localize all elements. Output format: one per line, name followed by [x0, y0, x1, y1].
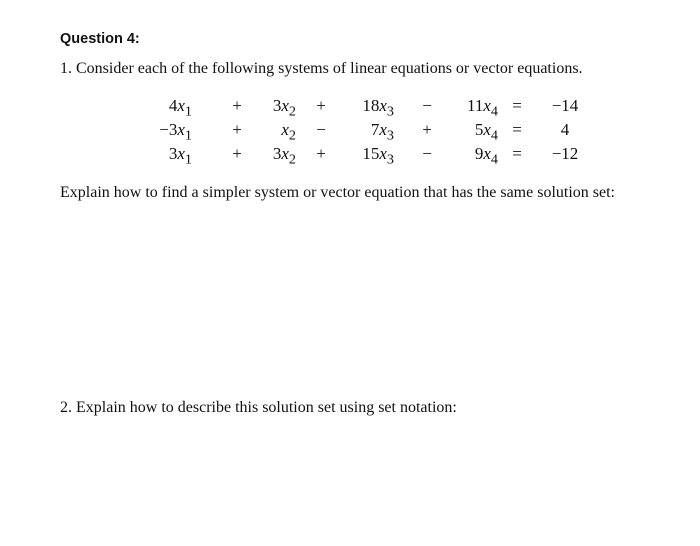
- question-heading: Question 4:: [60, 31, 140, 47]
- term-x2: $3x_2$: [272, 96, 296, 120]
- term-x4: $5x_4$: [474, 120, 498, 144]
- operator: +: [232, 120, 242, 139]
- term-x4: $11x_4$: [467, 96, 498, 120]
- equation-row-3: [0, 142, 700, 166]
- equals-sign: =: [512, 120, 522, 139]
- term-x1: $-3x_1$: [159, 120, 192, 144]
- right-hand-side: −14: [551, 96, 579, 115]
- operator: +: [232, 144, 242, 163]
- operator: −: [422, 96, 432, 115]
- part1-question: Explain how to find a simpler system or vector equation that has the same solution set:: [60, 184, 615, 201]
- operator: +: [316, 96, 326, 115]
- operator: −: [316, 120, 326, 139]
- term-x3: $7x_3$: [370, 120, 394, 144]
- term-x1: $3x_1$: [168, 144, 192, 168]
- term-x4: $9x_4$: [474, 144, 498, 168]
- operator: +: [232, 96, 242, 115]
- operator: −: [422, 144, 432, 163]
- term-x2: $x_2$: [281, 120, 296, 144]
- operator: +: [316, 144, 326, 163]
- right-hand-side: −12: [551, 144, 579, 163]
- equals-sign: =: [512, 144, 522, 163]
- term-x1: $4x_1$: [168, 96, 192, 120]
- equation-row-1: [0, 94, 700, 118]
- term-x3: $15x_3$: [362, 144, 394, 168]
- right-hand-side: 4: [560, 120, 570, 139]
- term-x3: $18x_3$: [362, 96, 394, 120]
- term-x2: $3x_2$: [272, 144, 296, 168]
- part1-prompt: 1. Consider each of the following systems of linear equations or vector equations.: [60, 60, 583, 77]
- part2-question: 2. Explain how to describe this solution set using set notation:: [60, 399, 457, 416]
- equation-row-2: [0, 118, 700, 142]
- equals-sign: =: [512, 96, 522, 115]
- operator: +: [422, 120, 432, 139]
